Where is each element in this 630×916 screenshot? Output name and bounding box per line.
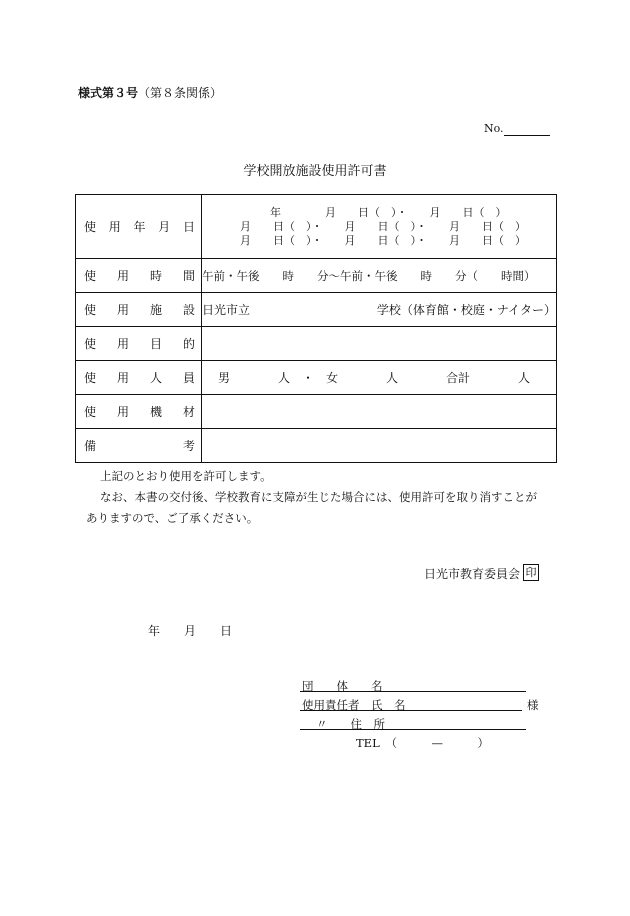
facility-cell[interactable] [202,293,557,327]
statement-line-2: なお、本書の交付後、学校教育に支障が生じた場合には、使用許可を取り消すことが [100,490,537,504]
honorific: 様 [527,698,539,712]
label-char: 間 [182,269,195,283]
statement-line-1: 上記のとおり使用を許可します。 [100,469,272,483]
label-char: 材 [182,405,195,419]
label-char: 使 [84,405,97,419]
label-char: 使 [84,371,97,385]
form-label: 様式第３号（第８条関係） [78,86,223,100]
table-row-time [76,259,557,293]
row-label-text [76,437,201,454]
label-char: 年 [133,220,146,234]
label-char: 目 [149,337,162,351]
row-label-persons [76,361,202,395]
label-char: 用 [116,269,129,283]
time-cell[interactable]: 午前・午後 時 分〜午前・午後 時 分（ 時間） [202,259,557,293]
remarks-cell[interactable] [202,429,557,463]
table-row-remarks [76,429,557,463]
issue-date: 年 月 日 [148,624,233,638]
label-char: 用 [108,220,121,234]
label-char: 使 [84,269,97,283]
date-line-2: 月 日（ ）・ 月 日（ ）・ 月 日（ ） [240,219,526,233]
row-label-text [76,301,201,318]
form-note: （第８条関係） [138,86,223,100]
tel-label: TEL （ — ） [356,736,489,750]
number-label: No. [484,122,504,135]
address-label: 〃 住 所 [316,717,385,731]
purpose-cell[interactable] [202,327,557,361]
responsible-name-field[interactable] [300,710,522,711]
row-label-facility [76,293,202,327]
label-char: 設 [182,303,195,317]
issuer-name: 日光市教育委員会 [424,567,521,581]
table-row-purpose [76,327,557,361]
row-label-text [76,335,201,352]
row-label-text [76,369,201,386]
label-char: 月 [158,220,171,234]
row-label-text [76,267,201,284]
group-name-field[interactable] [300,691,526,692]
row-label-purpose [76,327,202,361]
date-line-1: 年 月 日（ ）・ 月 日（ ） [270,205,507,219]
group-name-label: 団 体 名 [302,679,383,693]
label-char: 機 [149,405,162,419]
equipment-cell[interactable] [202,395,557,429]
label-char: 使 [84,303,97,317]
row-label-text [76,403,201,420]
label-char: 用 [116,303,129,317]
date-line-3: 月 日（ ）・ 月 日（ ）・ 月 日（ ） [240,233,526,247]
label-char: 施 [149,303,162,317]
row-label-time [76,259,202,293]
seal-mark: 印 [523,564,539,581]
label-char: 人 [149,371,162,385]
label-char: 用 [116,371,129,385]
document-title: 学校開放施設使用許可書 [243,164,387,179]
label-char: 用 [116,405,129,419]
label-char: 時 [149,269,162,283]
date-cell[interactable] [202,195,557,259]
number-field[interactable] [504,135,550,136]
row-label-date [76,195,202,259]
label-char: 用 [116,337,129,351]
label-char: 使 [84,337,97,351]
table-row-facility [76,293,557,327]
table-row-persons [76,361,557,395]
label-char: 考 [182,439,195,453]
table-row-equipment [76,395,557,429]
row-label-equipment [76,395,202,429]
label-char: 的 [182,337,195,351]
label-char: 日 [182,220,195,234]
row-label-text [76,218,201,235]
table-row-date [76,195,557,259]
persons-cell[interactable]: 男 人 ・ 女 人 合計 人 [202,361,557,395]
address-field[interactable] [300,729,526,730]
label-char: 備 [84,439,97,453]
facility-prefix: 日光市立 [202,303,251,317]
responsible-name-label: 使用責任者 氏 名 [302,698,406,712]
label-char: 使 [84,220,97,234]
permit-table [75,194,557,463]
facility-suffix: 学校（体育館・校庭・ナイター） [376,303,556,317]
row-label-remarks [76,429,202,463]
label-char: 員 [182,371,195,385]
statement-line-3: ありますので、ご了承ください。 [86,511,259,525]
